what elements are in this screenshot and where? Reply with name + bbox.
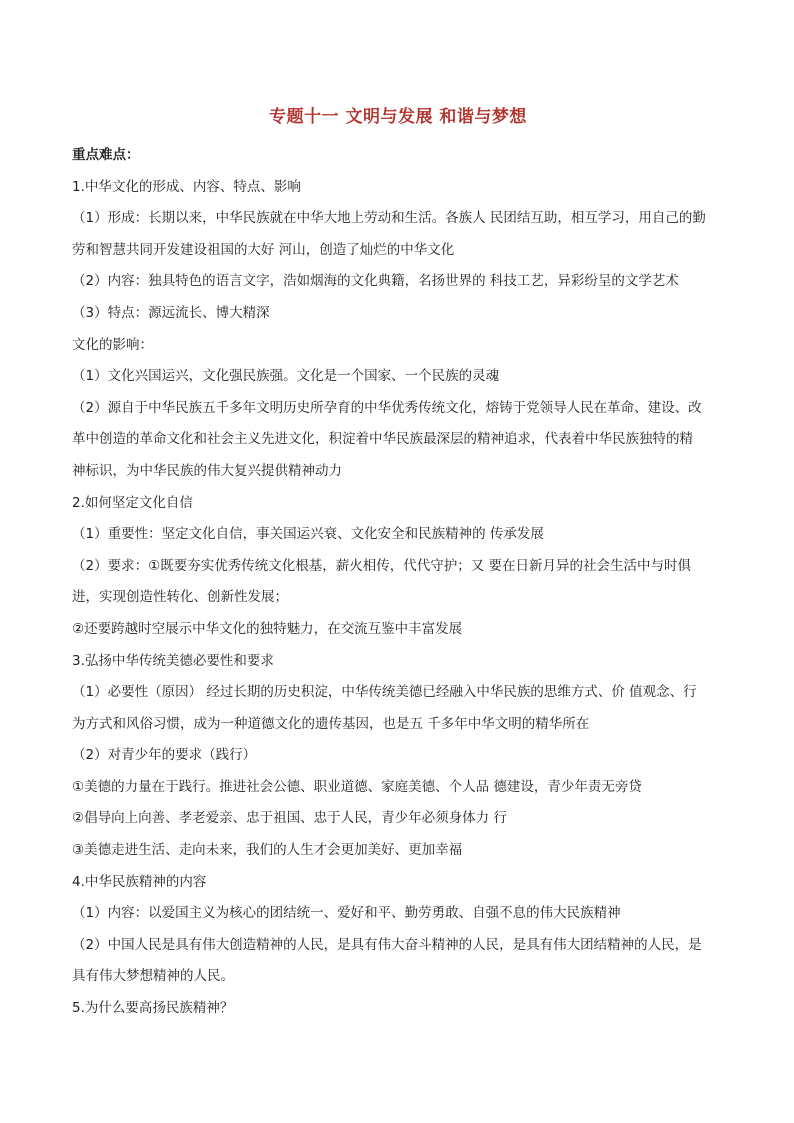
- body-line: 为方式和风俗习惯，成为一种道德文化的遗传基因，也是五 千多年中华文明的精华所在: [72, 715, 590, 732]
- body-line: 3.弘扬中华传统美德必要性和要求: [72, 652, 274, 669]
- body-line: 革中创造的革命文化和社会主义先进文化，积淀着中华民族最深层的精神追求，代表着中华民族独特的精: [72, 431, 693, 448]
- body-line: （1）形成：长期以来，中华民族就在中华大地上劳动和生活。各族人 民团结互助，相互学习，用自己的勤: [72, 210, 706, 227]
- body-line: （2）对青少年的要求（践行）: [72, 747, 257, 764]
- body-line: （2）中国人民是具有伟大创造精神的人民，是具有伟大奋斗精神的人民，是具有伟大团结精神的人民，是: [72, 936, 702, 953]
- section-heading: 重点难点：: [72, 147, 140, 163]
- body-line: （1）重要性：坚定文化自信，事关国运兴衰、文化安全和民族精神的 传承发展: [72, 526, 544, 543]
- body-line: （2）源自于中华民族五千多年文明历史所孕育的中华优秀传统文化，熔铸于党领导人民在革命、建设、改: [72, 399, 702, 416]
- document-title: 专题十一 文明与发展 和谐与梦想: [269, 107, 527, 127]
- body-line: 具有伟大梦想精神的人民。: [72, 968, 234, 985]
- body-line: （1）内容：以爱国主义为核心的团结统一、爱好和平、勤劳勇敢、自强不息的伟大民族精神: [72, 905, 621, 922]
- body-line: （3）特点：源远流长、博大精深: [72, 304, 270, 321]
- body-line: 神标识，为中华民族的伟大复兴提供精神动力: [72, 462, 342, 479]
- body-line: （1）必要性（原因） 经过长期的历史积淀，中华传统美德已经融入中华民族的思维方式、价 值观念、行: [72, 684, 697, 701]
- body-line: ①美德的力量在于践行。推进社会公德、职业道德、家庭美德、个人品 德建设，青少年责无旁贷: [72, 778, 642, 795]
- body-line: 5.为什么要高扬民族精神？: [72, 1000, 234, 1017]
- body-line: 文化的影响：: [72, 336, 153, 353]
- body-line: 进，实现创造性转化、创新性发展；: [72, 589, 288, 606]
- body-line: （1）文化兴国运兴，文化强民族强。文化是一个国家、一个民族的灵魂: [72, 368, 500, 385]
- body-line: （2）内容：独具特色的语言文字，浩如烟海的文化典籍，名扬世界的 科技工艺，异彩纷呈的文学艺术: [72, 273, 679, 290]
- body-line: 劳和智慧共同开发建设祖国的大好 河山，创造了灿烂的中华文化: [72, 241, 455, 258]
- body-line: 4.中华民族精神的内容: [72, 873, 207, 890]
- body-line: ③美德走进生活、走向未来，我们的人生才会更加美好、更加幸福: [72, 842, 463, 859]
- document-body: [72, 140, 724, 1025]
- body-line: 1.中华文化的形成、内容、特点、影响: [72, 178, 301, 195]
- body-line: ②倡导向上向善、孝老爱亲、忠于祖国、忠于人民，青少年必须身体力 行: [72, 810, 507, 827]
- body-line: （2）要求：①既要夯实优秀传统文化根基，薪火相传，代代守护；又 要在日新月异的社会生活中与时俱: [72, 557, 691, 574]
- body-line: 2.如何坚定文化自信: [72, 494, 193, 511]
- body-line: ②还要跨越时空展示中华文化的独特魅力，在交流互鉴中丰富发展: [72, 620, 463, 637]
